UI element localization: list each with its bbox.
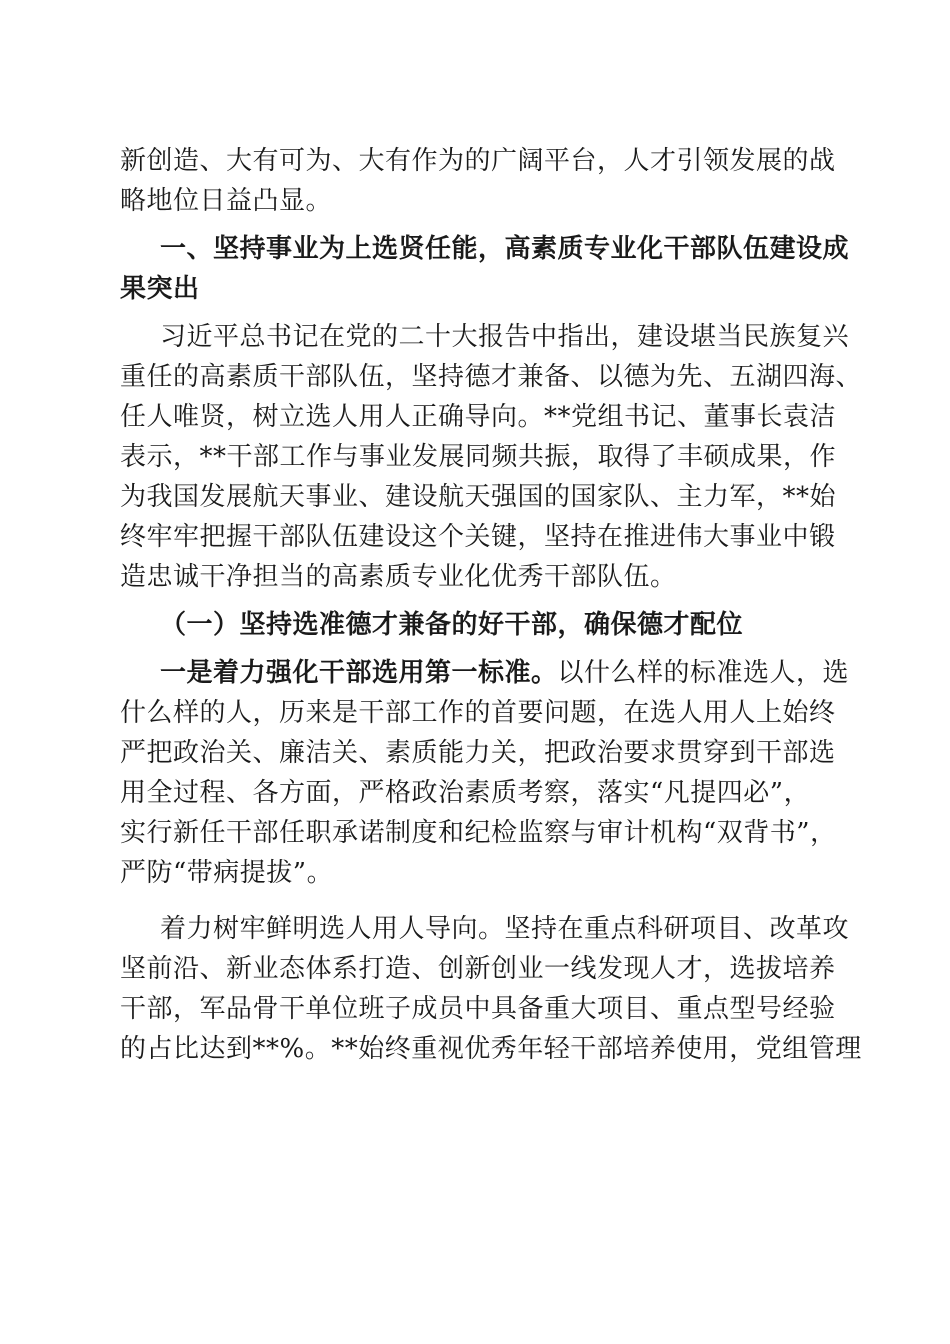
paragraph-line: 重任的高素质干部队伍，坚持德才兼备、以德为先、五湖四海、 xyxy=(120,362,863,392)
paragraph-line: 为我国发展航天事业、建设航天强国的国家队、主力军，**始 xyxy=(120,482,837,512)
paragraph-line: 坚前沿、新业态体系打造、创新创业一线发现人才，选拔培养 xyxy=(120,954,836,984)
paragraph-lead: 一是着力强化干部选用第一标准。 xyxy=(160,658,558,688)
paragraph-line: 严把政治关、廉洁关、素质能力关，把政治要求贯穿到干部选 xyxy=(120,738,836,768)
paragraph-line: 用全过程、各方面，严格政治素质考察，落实“凡提四必”， xyxy=(120,778,811,808)
paragraph-line: 造忠诚干净担当的高素质专业化优秀干部队伍。 xyxy=(120,562,677,592)
paragraph-line: 什么样的人，历来是干部工作的首要问题，在选人用人上始终 xyxy=(120,698,836,728)
paragraph-line: 的占比达到**%。**始终重视优秀年轻干部培养使用，党组管理 xyxy=(120,1034,862,1064)
paragraph-line: 着力树牢鲜明选人用人导向。坚持在重点科研项目、改革攻 xyxy=(160,914,850,944)
paragraph-line xyxy=(120,653,850,693)
paragraph-line: 严防“带病提拔”。 xyxy=(120,858,334,888)
paragraph-text: 以什么样的标准选人，选 xyxy=(557,658,850,688)
paragraph-line: 实行新任干部任职承诺制度和纪检监察与审计机构“双背书”， xyxy=(120,818,837,848)
section-heading: 一、坚持事业为上选贤任能，高素质专业化干部队伍建设成 xyxy=(160,234,850,264)
intro-line: 新创造、大有可为、大有作为的广阔平台，人才引领发展的战 xyxy=(120,146,836,176)
paragraph-line: 习近平总书记在党的二十大报告中指出，建设堪当民族复兴 xyxy=(160,322,850,352)
subsection-heading: （一）坚持选准德才兼备的好干部，确保德才配位 xyxy=(160,610,744,640)
paragraph-line: 干部，军品骨干单位班子成员中具备重大项目、重点型号经验 xyxy=(120,994,836,1024)
paragraph-line: 任人唯贤，树立选人用人正确导向。**党组书记、董事长袁洁 xyxy=(120,402,837,432)
paragraph-line: 终牢牢把握干部队伍建设这个关键，坚持在推进伟大事业中锻 xyxy=(120,522,836,552)
intro-line: 略地位日益凸显。 xyxy=(120,186,333,216)
paragraph-line: 表示，**干部工作与事业发展同频共振，取得了丰硕成果，作 xyxy=(120,442,837,472)
document-page xyxy=(120,141,863,1069)
section-heading: 果突出 xyxy=(120,274,200,304)
